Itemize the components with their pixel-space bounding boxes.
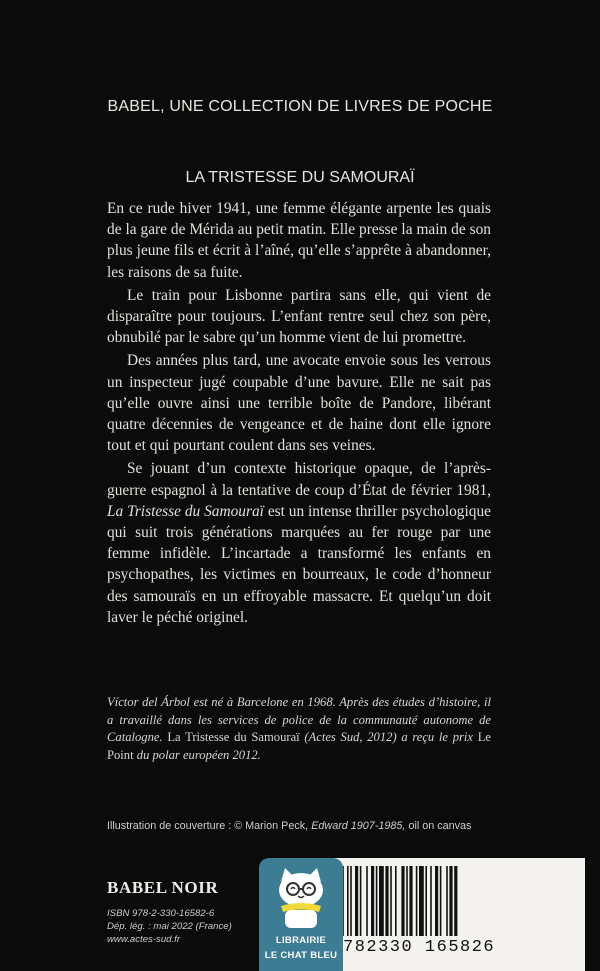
barcode-bar <box>425 866 427 936</box>
collection-line: BABEL, UNE COLLECTION DE LIVRES DE POCHE <box>107 98 493 115</box>
illustration-credit <box>107 820 507 832</box>
synopsis-paragraph-4 <box>107 458 491 628</box>
barcode-bar <box>385 866 388 936</box>
cat-icon <box>269 864 333 930</box>
sticker-line-2: LE CHAT BLEU <box>264 950 338 961</box>
author-bio <box>107 694 491 764</box>
barcode-bar <box>446 866 448 936</box>
barcode-bar <box>416 866 418 936</box>
barcode-bar <box>376 866 378 936</box>
synopsis-paragraph-2: Le train pour Lisbonne partira sans elle, qui vient de disparaître pour toujours. L’enfant rentre seul chez son père, obnubilé par le sabre qu’un homme vient de lui promettre. <box>107 286 491 347</box>
barcode-bar <box>440 866 442 936</box>
barcode-bar <box>395 866 397 936</box>
illustration-prefix: Illustration de couverture : © Marion Peck, <box>107 820 309 832</box>
isbn: ISBN 978-2-330-16582-6 <box>107 908 215 919</box>
barcode-bar <box>355 866 358 936</box>
website: www.actes-sud.fr <box>107 934 181 945</box>
book-title: LA TRISTESSE DU SAMOURAÏ <box>185 169 415 186</box>
barcode-bar <box>406 866 408 936</box>
synopsis <box>107 198 491 630</box>
synopsis-p4-title: La Tristesse du Samouraï <box>107 502 264 520</box>
barcode-bar <box>390 866 392 936</box>
barcode-bar <box>419 866 424 936</box>
barcode-bar <box>347 866 349 936</box>
barcode-bar <box>454 866 457 936</box>
barcode-bar <box>401 866 404 936</box>
synopsis-p4-end: est un intense thriller psychologique qui suit trois générations marquées au fer rouge par une femme infidèle. L’incartade a transformé les enfants en psychopathes, les victimes en bourreaux, le code d’honneur des samouraïs en un effroyable massacre. Et quelqu’un doit laver le péché originel. <box>107 502 491 626</box>
author-bio-prize: Le Point <box>107 730 491 762</box>
barcode-bar <box>435 866 438 936</box>
author-bio-part2: (Actes Sud, 2012) a reçu le prix <box>304 730 473 745</box>
barcode-bar <box>350 866 352 936</box>
barcode-bar <box>409 866 412 936</box>
sticker-line-1: LIBRAIRIE <box>275 935 327 946</box>
barcode-bar <box>366 866 368 936</box>
barcode-bar <box>430 866 432 936</box>
synopsis-p4-start: Se jouant d’un contexte historique opaque, de l’après-guerre espagnol à la tentative de coup d’État de février 1981, <box>107 460 491 499</box>
author-bio-title: La Tristesse du Samouraï <box>167 730 300 745</box>
illustration-medium: oil on canvas <box>408 820 472 832</box>
barcode-bar <box>371 866 374 936</box>
barcode-bar <box>449 866 452 936</box>
barcode-bar <box>379 866 384 936</box>
synopsis-paragraph-1: En ce rude hiver 1941, une femme élégante arpente les quais de la gare de Mérida au petit matin. Elle presse la main de son plus jeune fils et écrit à l’aîné, qu’elle s’apprête à abandonner, les raisons de sa fuite. <box>107 200 491 281</box>
bookshop-sticker <box>259 858 343 971</box>
barcode-bar <box>360 866 362 936</box>
legal-info <box>107 907 232 946</box>
author-bio-part1: Víctor del Árbol est né à Barcelone en 1968. Après des études d’histoire, il a travaillé dans les services de police de la communauté autonome de Catalogne. <box>107 695 491 745</box>
synopsis-paragraph-3: Des années plus tard, une avocate envoie sous les verrous un inspecteur jugé coupable d’une bavure. Elle ne sait pas qu’elle ouvre ainsi une terrible boîte de Pandore, libérant quatre décennies de vengeance et de haine dont elle ignore tout et qui pourtant coulent dans ses veines. <box>107 352 491 455</box>
illustration-work: Edward 1907-1985, <box>311 820 406 832</box>
legal-deposit: Dép. lég. : mai 2022 (France) <box>107 921 232 932</box>
publisher-imprint: BABEL NOIR <box>107 878 219 897</box>
author-bio-part3: du polar européen 2012. <box>136 747 261 762</box>
barcode-number: 782330 165826 <box>343 938 496 957</box>
